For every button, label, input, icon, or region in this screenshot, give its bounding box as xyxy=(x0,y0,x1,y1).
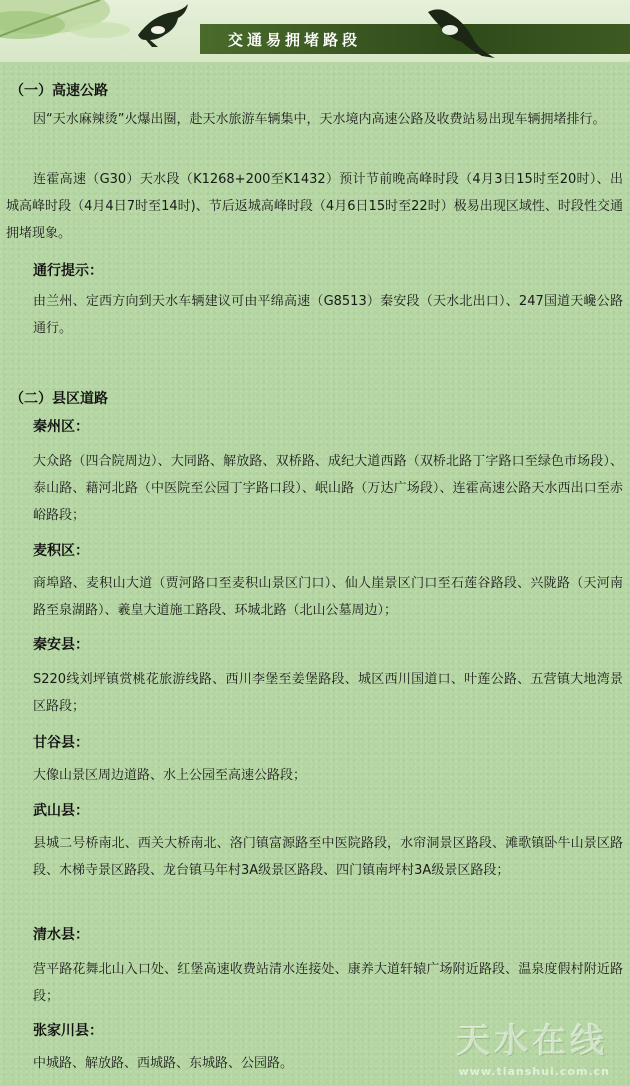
site-watermark xyxy=(422,1012,622,1082)
travel-tip-text: 由兰州、定西方向到天水车辆建议可由平绵高速（G8513）秦安段（天水北出口）、247国道天巉公路通行。 xyxy=(33,294,623,336)
district-roads-text: 中城路、解放路、西城路、东城路、公园路。 xyxy=(33,1056,294,1071)
district-name: 麦积区： xyxy=(33,543,89,559)
watermark-url: www.tianshui.com.cn xyxy=(458,1065,610,1078)
section-heading-expressway: （一）高速公路 xyxy=(10,83,108,99)
district-roads-text: 大像山景区周边道路、水上公园至高速公路段； xyxy=(33,768,307,783)
district-roads-text: 大众路（四合院周边）、大同路、解放路、双桥路、成纪大道西路（双桥北路丁字路口至绿色市场段）、泰山路、藉河北路（中医院至公园丁字路口段）、岷山路（万达广场段）、连霍高速公路天水西出口至赤峪路段； xyxy=(33,454,623,523)
travel-tip-heading: 通行提示： xyxy=(33,263,103,279)
expressway-detail-text: 连霍高速（G30）天水段（K1268+200至K1432）预计节前晚高峰时段（4月3日15时至20时）、出城高峰时段（4月4日7时至14时)、节后返城高峰时段（4月6日15时至22时）极易出现区域性、时段性交通拥堵现象。 xyxy=(6,172,623,241)
bird-icon xyxy=(128,0,198,50)
watermark-cn: 天水在线 xyxy=(456,1021,608,1061)
district-roads-text: 县城二号桥南北、西关大桥南北、洛门镇富源路至中医院路段，水帘洞景区路段、滩歌镇卧牛山景区路段、木梯寺景区路段、龙台镇马年村3A级景区路段、四门镇南坪村3A级景区路段； xyxy=(33,836,623,878)
page-title: 交通易拥堵路段 xyxy=(228,31,362,49)
district-name: 秦州区： xyxy=(33,419,89,435)
header-banner xyxy=(0,0,630,62)
district-roads-text: 营平路花舞北山入口处、红堡高速收费站清水连接处、康养大道轩辕广场附近路段、温泉度假村附近路段； xyxy=(33,962,623,1004)
expressway-intro-text: 因“天水麻辣烫”火爆出圈，赴天水旅游车辆集中，天水境内高速公路及收费站易出现车辆拥堵排行。 xyxy=(33,112,606,127)
district-roads-text: S220线刘坪镇赏桃花旅游线路、西川李堡至姜堡路段、城区西川国道口、叶莲公路、五营镇大地湾景区路段； xyxy=(33,672,623,714)
district-name: 秦安县： xyxy=(33,637,89,653)
district-name: 甘谷县： xyxy=(33,735,89,751)
section-heading-county-roads: （二）县区道路 xyxy=(10,391,108,407)
bird-icon xyxy=(420,2,500,62)
district-name: 清水县： xyxy=(33,927,89,943)
district-name: 武山县： xyxy=(33,803,89,819)
district-name: 张家川县： xyxy=(33,1023,103,1039)
district-roads-text: 商埠路、麦积山大道（贾河路口至麦积山景区门口）、仙人崖景区门口至石莲谷路段、兴陇路（天河南路至泉湖路）、羲皇大道施工路段、环城北路（北山公墓周边）； xyxy=(33,576,623,618)
